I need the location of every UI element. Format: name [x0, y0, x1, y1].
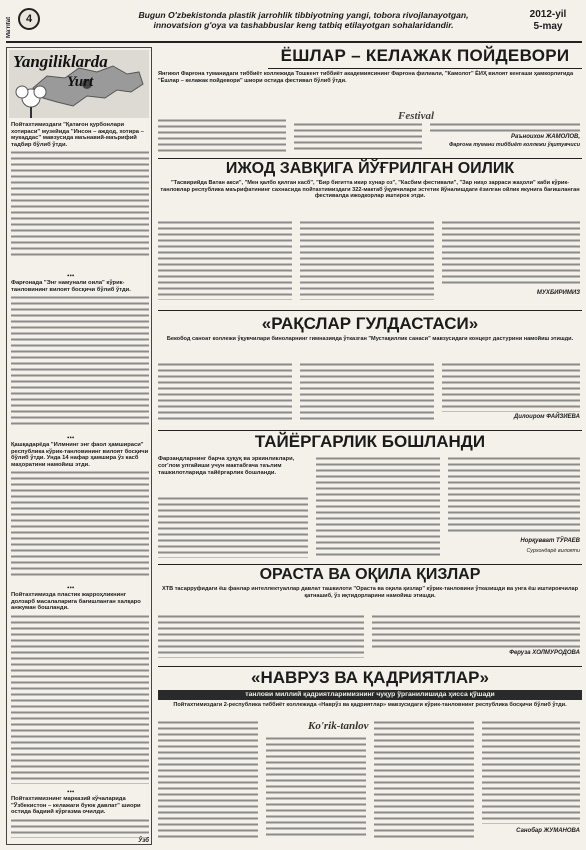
article-lead: Бекобод саноат коллежи ўқувчилари биноларнинг гимназияда ўтказган "Мустақиллик санаси" мавзусидаги концерт дастурини намойиш этишди.: [166, 336, 574, 342]
section-rule: [158, 158, 582, 159]
divider-dots: •••: [67, 434, 75, 442]
sidebar: [6, 47, 152, 845]
sidebar-item-lead: Пойтахтимиздаги "Қатағон қурбонлари хотираси" музейида "Инсон – аждод, хотира – мукаддас" мавзусида маънавий-маърифий тадбир бўлиб ўтди.: [11, 122, 144, 148]
divider-dots: •••: [67, 584, 75, 592]
article-smart-girls: [158, 566, 582, 664]
sidebar-item-lead: Қашқадарёда "Илмнинг энг фаол ҳамшираси" республика кўрик-танловининг вилоят босқичи бўлиб ўтди. Унда 14 нафар ҳамшира ўз касб маҳоратини намойиш этди.: [11, 442, 149, 468]
page-number-badge: [18, 8, 40, 30]
article-signature: Раъноихон ЖАМОЛОВ,: [511, 134, 580, 140]
article-signature: Норқувват ТЎРАЕВ: [520, 538, 580, 544]
sidebar-item-2: [11, 280, 149, 425]
article-column: [158, 220, 292, 300]
article-label: Festival: [398, 110, 435, 122]
article-label: Ko'rik-tanlov: [308, 720, 369, 732]
article-column: [482, 720, 580, 824]
article-headline: ЁШЛАР – КЕЛАЖАК ПОЙДЕВОРИ: [280, 46, 570, 65]
sidebar-banner-subtitle: Yurt: [67, 74, 94, 90]
article-column: [266, 736, 366, 838]
article-headline: ТАЙЁРГАРЛИК БОШЛАНДИ: [254, 432, 486, 451]
article-headline: «РАҚСЛАР ГУЛДАСТАСИ»: [261, 314, 479, 333]
article-signature: МУХБИРИМИЗ: [536, 290, 580, 296]
article-lead: Янгиюл Фарғона туманидаги тиббиёт коллежида Тошкент тиббиёт академиясининг Фарғона филиали, "Камолот" ЁИҲ вилоят кенгаши ҳамкорлигида "Ёшлар – келажак пойдевори" шиори остида фестивал бўлиб ўтди.: [158, 71, 574, 84]
masthead-rule: [6, 41, 582, 43]
article-headline: «НАВРУЗ ВА ҚАДРИЯТЛАР»: [251, 668, 489, 687]
article-column: [316, 456, 440, 556]
sidebar-item-4: [11, 592, 149, 784]
article-column: [158, 362, 292, 422]
sidebar-item-body: [11, 295, 149, 425]
article-lead: танлови миллий қадриятларимизнинг чуқур ўрганилишида ҳисса қўшади: [245, 691, 495, 698]
article-column: [294, 122, 422, 152]
section-rule: [158, 564, 582, 565]
cotton-flower-icon: [11, 80, 51, 118]
article-column: [300, 362, 434, 422]
masthead: [6, 4, 582, 40]
article-column: [158, 496, 308, 558]
sidebar-item-1: [11, 122, 149, 258]
article-column: [448, 456, 580, 534]
sidebar-item-body: [11, 470, 149, 578]
sidebar-item-body: [11, 614, 149, 784]
article-dance-bouquet: [158, 314, 582, 428]
section-rule: [158, 666, 582, 667]
sidebar-item-lead: Пойтахтимизда пластик жарроҳликнинг долзарб масалаларига бағишланган халқаро анжуман бошланди.: [11, 592, 141, 612]
section-rule: [158, 310, 582, 311]
sidebar-item-lead: Пойтахтимизнинг марказий кўчаларида "Ўзбекистон – келажаги буюк давлат" шиори остида бадиий кўргазма очилди.: [11, 796, 141, 816]
article-lead: XTB тасарруфидаги ёш фанлар интеллектуаллар давлат ташкилоти "Ораста ва оқила қизлар" кўрик-танловини ўтказишди ва унга ёш иштирокчилар қатнашиб, ўз иқтидорларини намойиш этишди.: [161, 586, 579, 599]
divider-dots: •••: [67, 272, 75, 280]
sidebar-item-3: [11, 442, 149, 578]
headline-rule: [268, 68, 582, 69]
section-rule: [158, 430, 582, 431]
article-creative-month: [158, 160, 582, 308]
article-signature-sub: Фарғона тумани тиббиёт коллежи ўқитувчиси: [449, 142, 580, 148]
article-headline: ОРАСТА ВА ОҚИЛА ҚИЗЛАР: [259, 566, 481, 583]
sidebar-banner-title: Yangiliklarda: [13, 52, 108, 71]
article-preparation: [158, 432, 582, 562]
masthead-tagline: Bugun O'zbekistonda plastik jarrohlik tibbiyotning yangi, tobora rivojlanayotgan, innovatsion g'oya va tashabbuslar keng tatbiq etilayotgan sohalaridandir.: [138, 10, 469, 30]
article-column: [374, 720, 474, 838]
article-signature-sub: Сурхондарё вилояти: [526, 548, 580, 554]
article-signature: Дилоиром ФАЙЗИЕВА: [513, 414, 580, 420]
article-lead: Фарзандларнинг барча ҳуқуқ ва эркинликлари, сог'лом улгайиши учун мактабгача таълим ташкилотларида тайёргарлик бошланди.: [158, 456, 295, 476]
article-column: [300, 220, 434, 300]
sidebar-item-body: [11, 818, 149, 838]
sidebar-banner: [9, 50, 149, 118]
masthead-date: 5-may: [533, 21, 563, 32]
sidebar-item-lead: Фарғонада "Энг намунали оила" кўрик-танловининг вилоят босқичи бўлиб ўтди.: [11, 280, 131, 293]
page-number: 4: [25, 13, 33, 25]
article-navruz: [158, 668, 582, 846]
sidebar-item-5: [11, 796, 149, 844]
article-column: [158, 614, 364, 658]
article-lead-banner: [158, 690, 582, 700]
divider-dots: •••: [67, 788, 75, 796]
article-column: [442, 220, 580, 286]
article-column: [158, 720, 258, 838]
masthead-side-label: Ma'rifat: [6, 16, 12, 38]
sidebar-item-signature: Ўзб: [138, 837, 149, 844]
article-headline: ИЖОД ЗАВҚИГА ЙЎҒРИЛГАН ОИЛИК: [225, 160, 515, 177]
article-column: [442, 362, 580, 412]
article-lead: "Тасвирийда Ватан акси", "Мен қалбо қилган касб", "Бир бигитта икир хунар оз", "Касбим фестивали", "Зар ниҳо зарраси жаҳоли" каби кўрик-танловлар республика маърифатининг сахнасида пойтахтимиздаги 322-мактаб ўқувчилари эстетик йўналишдаги ёзилган ойлик якунига бағишланган фестивалда ижодкорлар иштирок этди.: [160, 180, 580, 200]
article-column: [430, 122, 580, 132]
article-sub-lead: Пойтахтимиздаги 2-республика тиббиёт коллежида «Наврўз ва қадриятлар» мавзусидаги кўрик-танловнинг республика босқичи бўлиб ўтди.: [173, 702, 567, 708]
article-column: [372, 614, 580, 648]
masthead-year: 2012-yil: [529, 9, 567, 20]
article-youth: [158, 46, 582, 156]
article-signature: Санобар ЖУМАНОВА: [516, 828, 580, 834]
article-signature: Феруза ХОЛМУРОДОВА: [509, 650, 580, 656]
sidebar-item-body: [11, 150, 149, 258]
article-column: [158, 118, 286, 152]
